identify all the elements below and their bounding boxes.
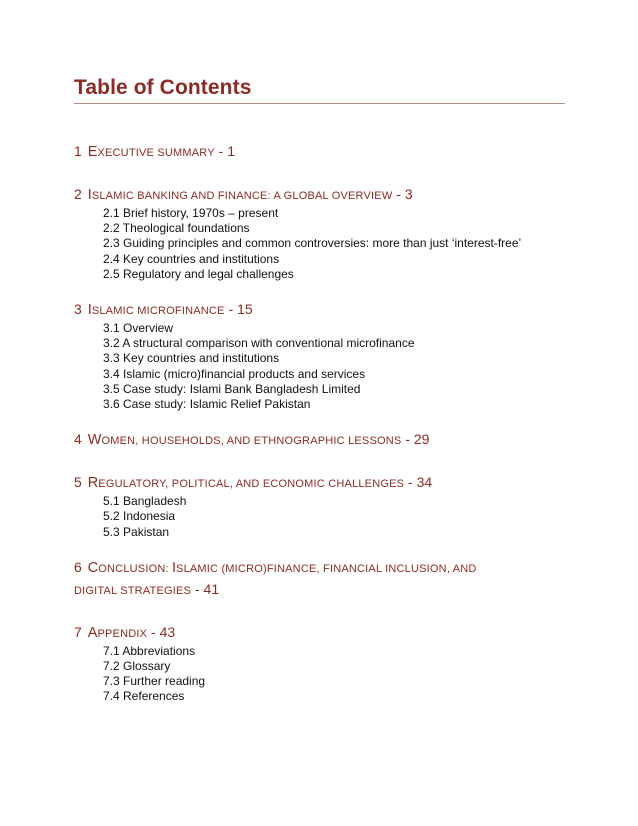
toc-heading-7[interactable] bbox=[74, 622, 565, 644]
page-reference: - 34 bbox=[404, 474, 433, 491]
toc-subsection-3-4[interactable]: 3.4 Islamic (micro)financial products and services bbox=[103, 366, 366, 381]
toc-subsection-7-3[interactable]: 7.3 Further reading bbox=[103, 674, 206, 689]
page-reference: - 15 bbox=[224, 301, 253, 318]
subsection-list bbox=[74, 644, 565, 705]
page-reference: - 29 bbox=[401, 431, 430, 448]
section-number: 5 bbox=[74, 474, 82, 491]
heading-initial-2: I bbox=[172, 559, 177, 576]
heading-text: SLAMIC MICROFINANCE bbox=[91, 305, 225, 318]
heading-initial: A bbox=[87, 624, 98, 641]
toc-subsection-2-2[interactable]: 2.2 Theological foundations bbox=[103, 221, 250, 236]
toc-subsection-2-3[interactable]: 2.3 Guiding principles and common controversies: more than just ‘interest-free’ bbox=[103, 236, 522, 251]
toc-subsection-7-2[interactable]: 7.2 Glossary bbox=[103, 659, 171, 674]
toc-heading-4[interactable] bbox=[74, 429, 565, 451]
toc-section-1 bbox=[74, 141, 565, 163]
page-title: Table of Contents bbox=[74, 76, 252, 99]
section-number: 7 bbox=[74, 623, 82, 640]
page-reference: - 41 bbox=[191, 580, 220, 597]
toc-subsection-5-1[interactable]: 5.1 Bangladesh bbox=[103, 494, 187, 509]
subsection-list bbox=[74, 206, 565, 282]
title-divider bbox=[74, 103, 565, 104]
toc-subsection-3-5[interactable]: 3.5 Case study: Islami Bank Bangladesh Limited bbox=[103, 381, 361, 396]
heading-line-1 bbox=[74, 557, 565, 579]
toc-section-3 bbox=[74, 299, 565, 412]
toc-subsection-5-2[interactable]: 5.2 Indonesia bbox=[103, 509, 176, 524]
toc-subsection-5-3[interactable]: 5.3 Pakistan bbox=[103, 524, 170, 539]
toc-subsection-2-1[interactable]: 2.1 Brief history, 1970s – present bbox=[103, 206, 279, 220]
heading-initial: I bbox=[87, 187, 92, 203]
toc-heading-3[interactable] bbox=[74, 299, 565, 321]
heading-text: XECUTIVE SUMMARY bbox=[97, 147, 215, 159]
subsection-list bbox=[74, 494, 565, 540]
section-number: 1 bbox=[74, 143, 82, 159]
toc-subsection-3-6[interactable]: 3.6 Case study: Islamic Relief Pakistan bbox=[103, 397, 311, 412]
toc-section-6 bbox=[74, 557, 565, 601]
toc-subsection-3-1[interactable]: 3.1 Overview bbox=[103, 321, 174, 336]
page-reference: - 3 bbox=[392, 186, 413, 202]
heading-text: SLAMIC BANKING AND FINANCE: A GLOBAL OVERVIEW bbox=[91, 190, 393, 202]
toc-subsection-7-1[interactable]: 7.1 Abbreviations bbox=[103, 643, 196, 658]
toc-subsection-7-4[interactable]: 7.4 References bbox=[103, 689, 185, 704]
heading-text: EGULATORY, POLITICAL, AND ECONOMIC CHALLENGES bbox=[98, 478, 405, 491]
toc-subsection-2-5[interactable]: 2.5 Regulatory and legal challenges bbox=[103, 266, 294, 281]
heading-text: PPENDIX bbox=[97, 627, 148, 640]
heading-initial: R bbox=[87, 475, 99, 492]
section-number: 6 bbox=[74, 558, 82, 575]
heading-initial: C bbox=[87, 559, 99, 576]
heading-line-2 bbox=[74, 579, 565, 601]
section-number: 2 bbox=[74, 186, 82, 202]
heading-text: OMEN, HOUSEHOLDS, AND ETHNOGRAPHIC LESSONS bbox=[101, 435, 402, 448]
heading-text: ONCLUSION: bbox=[98, 562, 172, 575]
toc-section-4 bbox=[74, 429, 565, 451]
heading-initial: W bbox=[87, 432, 102, 449]
toc-list bbox=[74, 141, 565, 705]
heading-text-3: DIGITAL STRATEGIES bbox=[74, 584, 192, 597]
page-reference: - 43 bbox=[147, 623, 176, 640]
toc-subsection-3-2[interactable]: 3.2 A structural comparison with conventional microfinance bbox=[103, 336, 415, 351]
toc-heading-5[interactable] bbox=[74, 472, 565, 494]
toc-subsection-3-3[interactable]: 3.3 Key countries and institutions bbox=[103, 351, 280, 366]
toc-heading-6[interactable] bbox=[74, 557, 565, 601]
page-reference: - 1 bbox=[214, 143, 235, 159]
subsection-list bbox=[74, 321, 565, 412]
heading-initial: E bbox=[87, 144, 98, 160]
heading-initial: I bbox=[87, 302, 92, 319]
section-number: 4 bbox=[74, 431, 82, 448]
toc-subsection-2-4[interactable]: 2.4 Key countries and institutions bbox=[103, 251, 280, 266]
section-number: 3 bbox=[74, 301, 82, 318]
toc-heading-1[interactable] bbox=[74, 141, 565, 163]
toc-heading-2[interactable] bbox=[74, 184, 565, 206]
toc-section-7 bbox=[74, 622, 565, 705]
toc-section-5 bbox=[74, 472, 565, 540]
heading-text-2: SLAMIC (MICRO)FINANCE, FINANCIAL INCLUSION, AND bbox=[176, 562, 477, 575]
toc-section-2 bbox=[74, 184, 565, 282]
